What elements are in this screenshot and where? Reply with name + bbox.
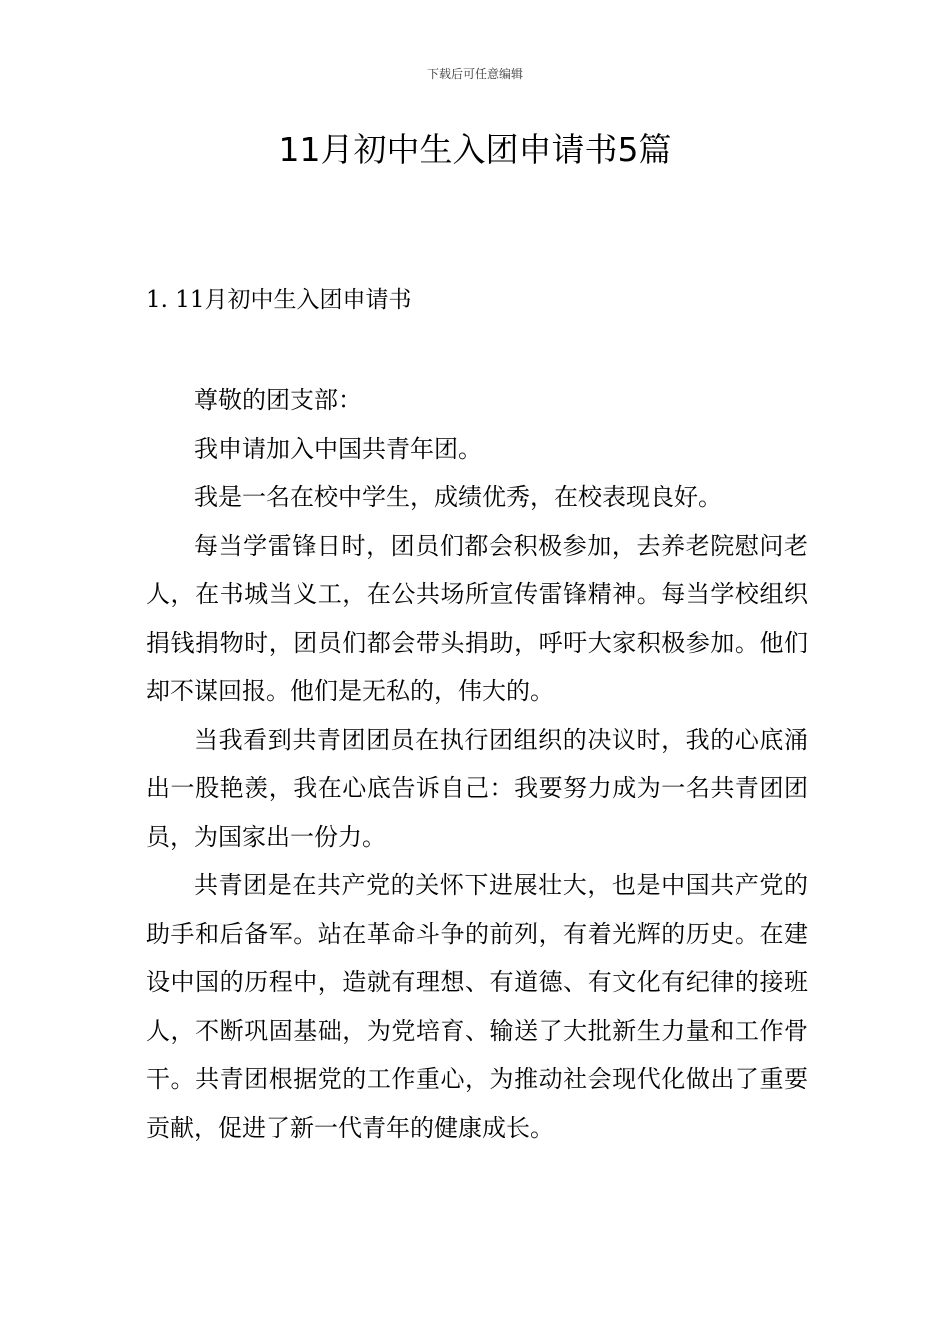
paragraph-lei-feng-day: 每当学雷锋日时，团员们都会积极参加，去养老院慰问老人，在书城当义工，在公共场所宣传雷锋精神。每当学校组织捐钱捐物时，团员们都会带头捐助，呼吁大家积极参加。他们却不谋回报。他们是无私的，伟大的。 [146,531,808,705]
paragraph-aspiration: 当我看到共青团团员在执行团组织的决议时，我的心底涌出一股艳羡，我在心底告诉自己：我要努力成为一名共青团团员，为国家出一份力。 [146,725,808,851]
section-heading: 1. 11月初中生入团申请书 [146,287,412,313]
paragraph-league-history: 共青团是在共产党的关怀下进展壮大，也是中国共产党的助手和后备军。站在革命斗争的前列，有着光辉的历史。在建设中国的历程中，造就有理想、有道德、有文化有纪律的接班人，不断巩固基础，为党培育、输送了大批新生力量和工作骨干。共青团根据党的工作重心，为推动社会现代化做出了重要贡献，促进了新一代青年的健康成长。 [146,871,808,1142]
letter-body [146,376,808,1152]
salutation: 尊敬的团支部： [194,386,362,414]
header-note: 下载后可任意编辑 [426,67,523,81]
paragraph-application: 我申请加入中国共青年团。 [194,434,482,463]
paragraph-self-intro: 我是一名在校中学生，成绩优秀，在校表现良好。 [194,483,722,511]
document-title: 11月初中生入团申请书5篇 [278,130,672,169]
